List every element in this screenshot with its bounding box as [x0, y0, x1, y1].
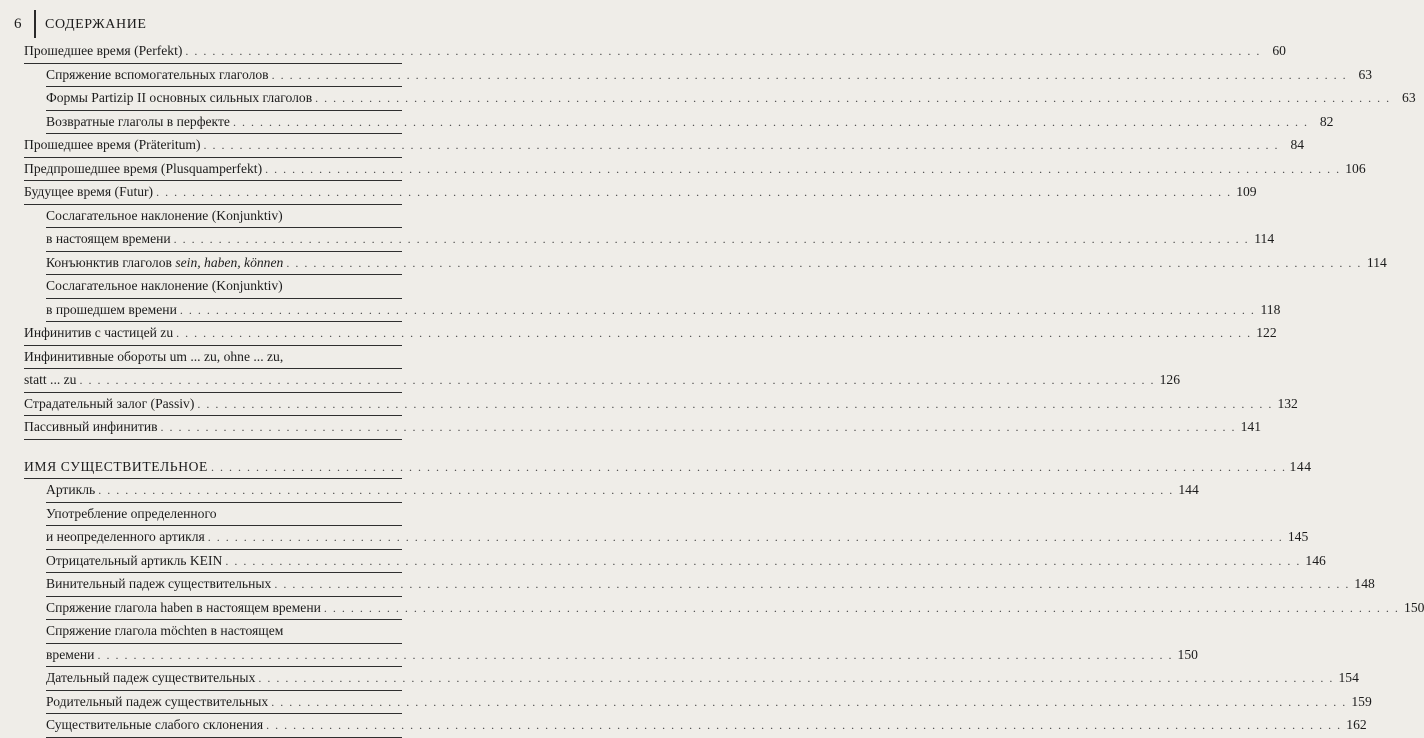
- toc-entry[interactable]: [24, 550, 1326, 574]
- toc-entry-text: Инфинитивные обороты um ... zu, ohne ... zu,: [24, 346, 402, 370]
- toc-entry[interactable]: [24, 40, 1286, 64]
- toc-entry[interactable]: [24, 416, 1262, 440]
- section-gap: [24, 440, 402, 456]
- toc-page-number: 126: [1159, 372, 1180, 387]
- toc-page-number: 146: [1305, 552, 1326, 568]
- toc-entry-text: в прошедшем времени: [46, 301, 177, 317]
- table-of-contents: [24, 40, 1424, 738]
- toc-entry[interactable]: [24, 205, 1275, 252]
- toc-section-heading[interactable]: [24, 456, 1312, 480]
- toc-page-number: 144: [1178, 482, 1199, 497]
- toc-entry[interactable]: [24, 503, 1309, 550]
- dot-leader: . . . . . . . . . . . . . . . . . . . . . . . . . . . . . . . . . . . . . . . . . . . . . . . . . . . . . . . . . . . . . . . . . . . . . . . . . . . . . . . . . . . . . . . . . . . . . . . . . . . . . . . . . . . . . . . . . . . . . . . .: [185, 44, 1261, 58]
- toc-entry-text: Употребление определенного: [46, 503, 402, 527]
- toc-entry[interactable]: [24, 667, 1359, 691]
- toc-page-number: 109: [1236, 184, 1257, 199]
- toc-entry[interactable]: [24, 691, 1372, 715]
- toc-entry-text: Сослагательное наклонение (Konjunktiv): [46, 275, 402, 299]
- dot-leader: . . . . . . . . . . . . . . . . . . . . . . . . . . . . . . . . . . . . . . . . . . . . . . . . . . . . . . . . . . . . . . . . . . . . . . . . . . . . . . . . . . . . . . . . . . . . . . . . . . . . . . . . . . . . . . . . . . . . . . . .: [207, 530, 1284, 544]
- toc-entry-text: Спряжение глагола möchten в настоящем: [46, 620, 402, 644]
- toc-page-number: 154: [1338, 670, 1359, 685]
- toc-entry-text: и неопределенного артикля: [46, 529, 205, 544]
- dot-leader: . . . . . . . . . . . . . . . . . . . . . . . . . . . . . . . . . . . . . . . . . . . . . . . . . . . . . . . . . . . . . . . . . . . . . . . . . . . . . . . . . . . . . . . . . . . . . . . . . . . . . . . . . . . . . . . . . . . . . . . .: [179, 302, 1256, 317]
- dot-leader: . . . . . . . . . . . . . . . . . . . . . . . . . . . . . . . . . . . . . . . . . . . . . . . . . . . . . . . . . . . . . . . . . . . . . . . . . . . . . . . . . . . . . . . . . . . . . . . . . . . . . . . . . . . . . . . . . . . . . . . .: [98, 483, 1174, 497]
- dot-leader: . . . . . . . . . . . . . . . . . . . . . . . . . . . . . . . . . . . . . . . . . . . . . . . . . . . . . . . . . . . . . . . . . . . . . . . . . . . . . . . . . . . . . . . . . . . . . . . . . . . . . . . . . . . . . . . . . . . . . . . .: [225, 553, 1301, 568]
- dot-leader: . . . . . . . . . . . . . . . . . . . . . . . . . . . . . . . . . . . . . . . . . . . . . . . . . . . . . . . . . . . . . . . . . . . . . . . . . . . . . . . . . . . . . . . . . . . . . . . . . . . . . . . . . . . . . . . . . . . . . . . .: [258, 671, 1334, 685]
- toc-entry-text: Конъюнктив глаголов sein, haben, können: [46, 254, 284, 270]
- toc-entry-text: Возвратные глаголы в перфекте: [46, 113, 230, 129]
- toc-page-number: 132: [1277, 395, 1298, 411]
- dot-leader: . . . . . . . . . . . . . . . . . . . . . . . . . . . . . . . . . . . . . . . . . . . . . . . . . . . . . . . . . . . . . . . . . . . . . . . . . . . . . . . . . . . . . . . . . . . . . . . . . . . . . . . . . . . . . . . . . . . . . . . .: [203, 138, 1280, 152]
- toc-entry-text: Предпрошедшее время (Plusquamperfekt): [24, 160, 263, 176]
- toc-entry-text: Спряжение вспомогательных глаголов: [46, 66, 269, 82]
- toc-page-number: 114: [1366, 254, 1387, 270]
- toc-page-number: 63: [1358, 66, 1373, 82]
- dot-leader: . . . . . . . . . . . . . . . . . . . . . . . . . . . . . . . . . . . . . . . . . . . . . . . . . . . . . . . . . . . . . . . . . . . . . . . . . . . . . . . . . . . . . . . . . . . . . . . . . . . . . . . . . . . . . . . . . . . . . . . .: [265, 161, 1341, 176]
- toc-entry-text: Формы Partizip II основных сильных глаголов: [46, 90, 313, 105]
- dot-leader: . . . . . . . . . . . . . . . . . . . . . . . . . . . . . . . . . . . . . . . . . . . . . . . . . . . . . . . . . . . . . . . . . . . . . . . . . . . . . . . . . . . . . . . . . . . . . . . . . . . . . . . . . . . . . . . . . . . . . . . .: [266, 718, 1342, 732]
- dot-leader: . . . . . . . . . . . . . . . . . . . . . . . . . . . . . . . . . . . . . . . . . . . . . . . . . . . . . . . . . . . . . . . . . . . . . . . . . . . . . . . . . . . . . . . . . . . . . . . . . . . . . . . . . . . . . . . . . . . . . . . .: [232, 114, 1309, 129]
- toc-entry[interactable]: [24, 158, 1366, 182]
- toc-page-number: 150: [1177, 646, 1198, 662]
- toc-page-number: 145: [1287, 529, 1309, 544]
- dot-leader: . . . . . . . . . . . . . . . . . . . . . . . . . . . . . . . . . . . . . . . . . . . . . . . . . . . . . . . . . . . . . . . . . . . . . . . . . . . . . . . . . . . . . . . . . . . . . . . . . . . . . . . . . . . . . . . . . . . . . . . .: [286, 255, 1362, 270]
- dot-leader: . . . . . . . . . . . . . . . . . . . . . . . . . . . . . . . . . . . . . . . . . . . . . . . . . . . . . . . . . . . . . . . . . . . . . . . . . . . . . . . . . . . . . . . . . . . . . . . . . . . . . . . . . . . . . . . . . . . . . . . .: [160, 420, 1237, 434]
- toc-page-number: 150: [1404, 599, 1424, 615]
- toc-entry[interactable]: [24, 346, 1180, 393]
- toc-entry[interactable]: [24, 479, 1199, 503]
- toc-entry-text: Прошедшее время (Präteritum): [24, 137, 201, 152]
- dot-leader: . . . . . . . . . . . . . . . . . . . . . . . . . . . . . . . . . . . . . . . . . . . . . . . . . . . . . . . . . . . . . . . . . . . . . . . . . . . . . . . . . . . . . . . . . . . . . . . . . . . . . . . . . . . . . . . . . . . . . . . .: [271, 694, 1347, 709]
- toc-entry[interactable]: [24, 111, 1334, 135]
- dot-leader: . . . . . . . . . . . . . . . . . . . . . . . . . . . . . . . . . . . . . . . . . . . . . . . . . . . . . . . . . . . . . . . . . . . . . . . . . . . . . . . . . . . . . . . . . . . . . . . . . . . . . . . . . . . . . . . . . . . . . . . .: [97, 647, 1173, 662]
- toc-page-number: 106: [1345, 160, 1366, 176]
- dot-leader: . . . . . . . . . . . . . . . . . . . . . . . . . . . . . . . . . . . . . . . . . . . . . . . . . . . . . . . . . . . . . . . . . . . . . . . . . . . . . . . . . . . . . . . . . . . . . . . . . . . . . . . . . . . . . . . . . . . . . . . .: [156, 185, 1232, 199]
- dot-leader: . . . . . . . . . . . . . . . . . . . . . . . . . . . . . . . . . . . . . . . . . . . . . . . . . . . . . . . . . . . . . . . . . . . . . . . . . . . . . . . . . . . . . . . . . . . . . . . . . . . . . . . . . . . . . . . . . . . . . . . .: [197, 396, 1273, 411]
- toc-entry-text: времени: [46, 646, 95, 662]
- dot-leader: . . . . . . . . . . . . . . . . . . . . . . . . . . . . . . . . . . . . . . . . . . . . . . . . . . . . . . . . . . . . . . . . . . . . . . . . . . . . . . . . . . . . . . . . . . . . . . . . . . . . . . . . . . . . . . . . . . . . . . . .: [176, 326, 1252, 340]
- toc-page-number: 159: [1351, 693, 1372, 709]
- toc-entry-text: Прошедшее время (Perfekt): [24, 43, 183, 58]
- toc-entry-text: Отрицательный артикль KEIN: [46, 552, 223, 568]
- toc-entry-text: Пассивный инфинитив: [24, 419, 158, 434]
- page-number: 6: [14, 16, 22, 32]
- toc-entry-text: statt ... zu: [24, 372, 77, 387]
- toc-entry-text: Дательный падеж существительных: [46, 670, 256, 685]
- toc-entry[interactable]: [24, 393, 1298, 417]
- toc-page-number: 82: [1319, 113, 1334, 129]
- toc-entry-text: Артикль: [46, 482, 96, 497]
- toc-entry[interactable]: [24, 322, 1277, 346]
- toc-entry-text: в настоящем времени: [46, 231, 171, 246]
- toc-entry[interactable]: [24, 275, 1281, 322]
- toc-page-number: 60: [1272, 43, 1286, 58]
- dot-leader: . . . . . . . . . . . . . . . . . . . . . . . . . . . . . . . . . . . . . . . . . . . . . . . . . . . . . . . . . . . . . . . . . . . . . . . . . . . . . . . . . . . . . . . . . . . . . . . . . . . . . . . . . . . . . . . . . . . . . . . .: [210, 459, 1287, 474]
- toc-page-number: 162: [1346, 717, 1367, 732]
- toc-page-number: 148: [1354, 576, 1375, 591]
- dot-leader: . . . . . . . . . . . . . . . . . . . . . . . . . . . . . . . . . . . . . . . . . . . . . . . . . . . . . . . . . . . . . . . . . . . . . . . . . . . . . . . . . . . . . . . . . . . . . . . . . . . . . . . . . . . . . . . . . . . . . . . .: [274, 577, 1350, 591]
- toc-entry[interactable]: [24, 620, 1198, 667]
- toc-entry-text: Спряжение глагола haben в настоящем времени: [46, 599, 321, 615]
- toc-entry-text: Существительные слабого склонения: [46, 717, 264, 732]
- toc-entry[interactable]: [24, 134, 1305, 158]
- toc-entry-text: Будущее время (Futur): [24, 184, 154, 199]
- toc-entry-text: Сослагательное наклонение (Konjunktiv): [46, 205, 402, 229]
- toc-page-number: 141: [1240, 419, 1262, 434]
- dot-leader: . . . . . . . . . . . . . . . . . . . . . . . . . . . . . . . . . . . . . . . . . . . . . . . . . . . . . . . . . . . . . . . . . . . . . . . . . . . . . . . . . . . . . . . . . . . . . . . . . . . . . . . . . . . . . . . . . . . . . . . .: [271, 67, 1348, 82]
- toc-entry[interactable]: [24, 597, 1424, 621]
- toc-entry[interactable]: [24, 573, 1375, 597]
- dot-leader: . . . . . . . . . . . . . . . . . . . . . . . . . . . . . . . . . . . . . . . . . . . . . . . . . . . . . . . . . . . . . . . . . . . . . . . . . . . . . . . . . . . . . . . . . . . . . . . . . . . . . . . . . . . . . . . . . . . . . . . .: [173, 232, 1250, 246]
- toc-page-number: 114: [1254, 231, 1275, 246]
- toc-page-number: 63: [1402, 90, 1416, 105]
- toc-page-number: 144: [1289, 458, 1312, 474]
- header-divider: [34, 10, 36, 38]
- page-header: [0, 0, 410, 40]
- toc-entry[interactable]: [24, 252, 1387, 276]
- toc-entry-text: Винительный падеж существительных: [46, 576, 272, 591]
- toc-entry-text: Родительный падеж существительных: [46, 693, 269, 709]
- dot-leader: . . . . . . . . . . . . . . . . . . . . . . . . . . . . . . . . . . . . . . . . . . . . . . . . . . . . . . . . . . . . . . . . . . . . . . . . . . . . . . . . . . . . . . . . . . . . . . . . . . . . . . . . . . . . . . . . . . . . . . . .: [315, 91, 1391, 105]
- dot-leader: . . . . . . . . . . . . . . . . . . . . . . . . . . . . . . . . . . . . . . . . . . . . . . . . . . . . . . . . . . . . . . . . . . . . . . . . . . . . . . . . . . . . . . . . . . . . . . . . . . . . . . . . . . . . . . . . . . . . . . . .: [79, 373, 1155, 387]
- toc-entry[interactable]: [24, 181, 1257, 205]
- toc-entry-text: Инфинитив с частицей zu: [24, 325, 174, 340]
- toc-entry-text: ИМЯ СУЩЕСТВИТЕЛЬНОЕ: [24, 458, 208, 474]
- toc-page-number: 118: [1260, 301, 1281, 317]
- dot-leader: . . . . . . . . . . . . . . . . . . . . . . . . . . . . . . . . . . . . . . . . . . . . . . . . . . . . . . . . . . . . . . . . . . . . . . . . . . . . . . . . . . . . . . . . . . . . . . . . . . . . . . . . . . . . . . . . . . . . . . . .: [323, 600, 1400, 615]
- toc-entry[interactable]: [24, 714, 1367, 738]
- toc-page-number: 84: [1290, 137, 1305, 152]
- toc-entry[interactable]: [24, 64, 1373, 88]
- toc-entry-text: Страдательный залог (Passiv): [24, 395, 195, 411]
- toc-page-number: 122: [1256, 325, 1277, 340]
- page-title: СОДЕРЖАНИЕ: [45, 17, 147, 32]
- toc-entry[interactable]: [24, 87, 1416, 111]
